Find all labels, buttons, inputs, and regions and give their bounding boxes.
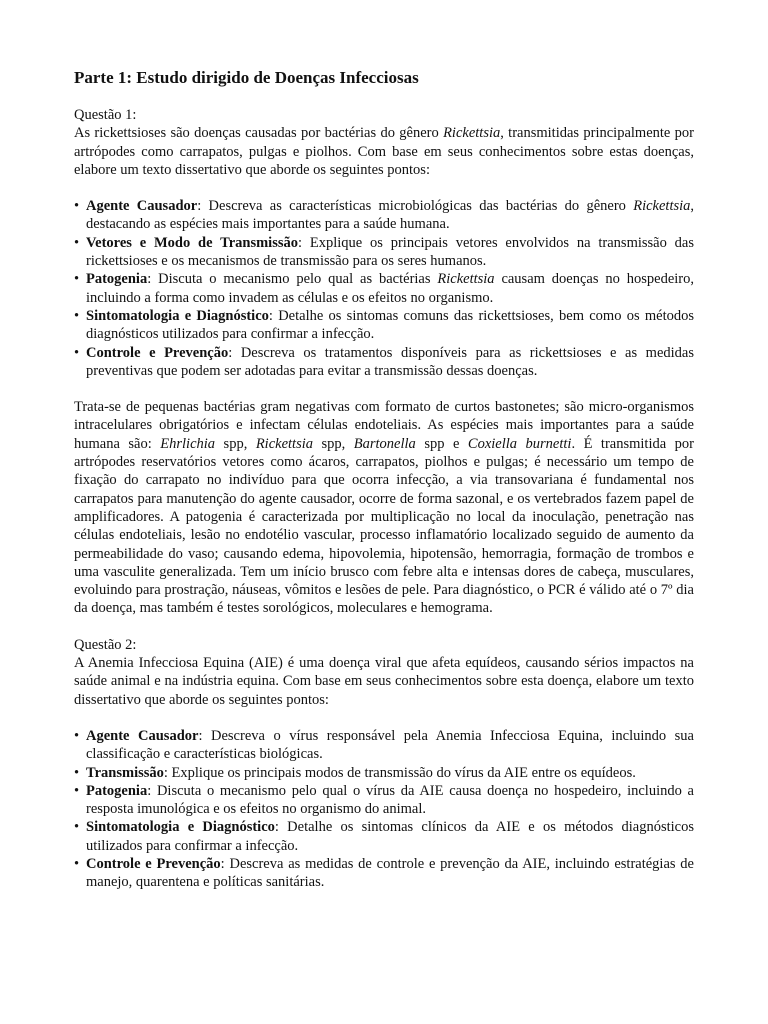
item-text: : Detalhe os sintomas comuns das rickettsioses, bem como os métodos diagnósticos utilizados para confirmar a infecção. — [86, 307, 694, 343]
species-name: Ehrlichia — [160, 435, 216, 452]
list-item — [74, 782, 694, 819]
item-text: : Descreva as características microbiológicas das bactérias do gênero — [197, 198, 634, 215]
list-item — [74, 197, 694, 234]
item-term: Patogenia — [86, 782, 148, 799]
item-term: Sintomatologia e Diagnóstico — [86, 307, 269, 324]
item-text: : Explique os principais modos de transmissão do vírus da AIE entre os equídeos. — [163, 764, 636, 781]
question-1-points — [74, 197, 694, 380]
species-name: Rickettsia — [255, 435, 313, 452]
item-text: , destacando as espécies mais importantes para a saúde humana. — [86, 198, 695, 233]
item-term: Vetores e Modo de Transmissão — [86, 234, 298, 251]
question-2-label: Questão 2: — [74, 636, 137, 653]
item-term: Patogenia — [86, 271, 148, 288]
list-item — [74, 818, 694, 855]
answer-text: . É transmitida por artrópodes reservatórios vetores como ácaros, carrapatos, piolhos e pulgas; é necessário um tempo de fixação do carrapato no indivíduo para que ocorra infecção, a via transovariana é fundamental nos carrapatos para manutenção do agente causador, ocorre de forma sazonal, e os vertebrados fazem papel de amplificadores. A patogenia é caracterizada por multiplicação no local da inoculação, penetração nas células endoteliais, lesão no endotélio vascular, processo inflamatório localizado seguido de aumento da permeabilidade do vaso; causando edema, hipovolemia, hipotensão, hemorragia, formação de trombos e uma vasculite generalizada. Tem um início brusco com febre alta e intensas dores de cabeça, musculares, evoluindo para prostração, náuseas, vômitos e lesões de pele. Para diagnóstico, o PCR é válido até o 7º dia da doença, mas também é testes sorológicos, moleculares e hemograma. — [74, 435, 694, 617]
species-name: Coxiella burnetti — [467, 435, 572, 452]
list-item — [74, 855, 694, 892]
item-text: : Descreva o vírus responsável pela Anemia Infecciosa Equina, incluindo sua classificação e características biológicas. — [86, 727, 694, 763]
item-term: Agente Causador — [86, 198, 198, 215]
question-1-answer — [74, 398, 694, 618]
question-1 — [74, 106, 694, 636]
species-name: Bartonella — [353, 435, 416, 452]
list-item — [74, 307, 694, 344]
question-2-intro: A Anemia Infecciosa Equina (AIE) é uma doença viral que afeta equídeos, causando sérios impactos na saúde animal e na indústria equina. Com base em seus conhecimentos sobre esta doença, elabore um texto dissertativo que aborde os seguintes pontos: — [74, 655, 694, 708]
list-item — [74, 764, 694, 782]
item-text: : Discuta o mecanismo pelo qual as bactérias — [147, 271, 438, 288]
question-2 — [74, 636, 694, 892]
answer-text: spp, — [313, 435, 354, 452]
question-1-intro — [74, 124, 694, 179]
list-item — [74, 727, 694, 764]
item-term: Agente Causador — [86, 727, 199, 744]
item-text: : Descreva os tratamentos disponíveis para as rickettsioses e as medidas preventivas que podem ser adotadas para evitar a transmissão dessas doenças. — [86, 344, 694, 379]
item-text: : Discuta o mecanismo pelo qual o vírus da AIE causa doença no hospedeiro, incluindo a resposta imunológica e os efeitos no organismo do animal. — [86, 782, 694, 818]
list-item — [74, 344, 694, 381]
answer-text: spp e — [415, 435, 468, 452]
intro-text: As rickettsioses são doenças causadas por bactérias do gênero — [74, 125, 444, 142]
item-text: : Detalhe os sintomas clínicos da AIE e os métodos diagnósticos utilizados para confirmar a infecção. — [86, 819, 695, 854]
item-genus: Rickettsia — [437, 271, 495, 288]
item-text: causam doenças no hospedeiro, incluindo a forma como invadem as células e os efeitos no organismo. — [86, 271, 694, 306]
question-1-label: Questão 1: — [74, 107, 137, 123]
item-term: Controle e Prevenção — [86, 855, 221, 872]
item-term: Sintomatologia e Diagnóstico — [86, 819, 275, 836]
item-text: : Explique os principais vetores envolvidos na transmissão das rickettsioses e os mecanismos de transmissão para os seres humanos. — [86, 234, 694, 270]
item-text: : Descreva as medidas de controle e prevenção da AIE, incluindo estratégias de manejo, quarentena e políticas sanitárias. — [86, 855, 694, 891]
page-title: Parte 1: Estudo dirigido de Doenças Infecciosas — [74, 68, 419, 87]
item-term: Transmissão — [86, 764, 164, 781]
question-2-points — [74, 727, 694, 892]
item-term: Controle e Prevenção — [86, 344, 229, 361]
answer-text: Trata-se de pequenas bactérias gram negativas com formato de curtos bastonetes; são micro-organismos intracelulares obrigatórios e infectam células endoteliais. As espécies mais importantes para a saúde humana são: — [74, 399, 694, 452]
list-item — [74, 234, 694, 271]
intro-genus: Rickettsia — [443, 125, 501, 142]
intro-text: , transmitidas principalmente por artrópodes como carrapatos, pulgas e piolhos. Com base em seus conhecimentos sobre estas doenças, elabore um texto dissertativo que aborde os seguintes pontos: — [74, 125, 695, 178]
answer-text: spp, — [215, 435, 256, 452]
list-item — [74, 270, 694, 307]
item-genus: Rickettsia — [633, 198, 691, 215]
